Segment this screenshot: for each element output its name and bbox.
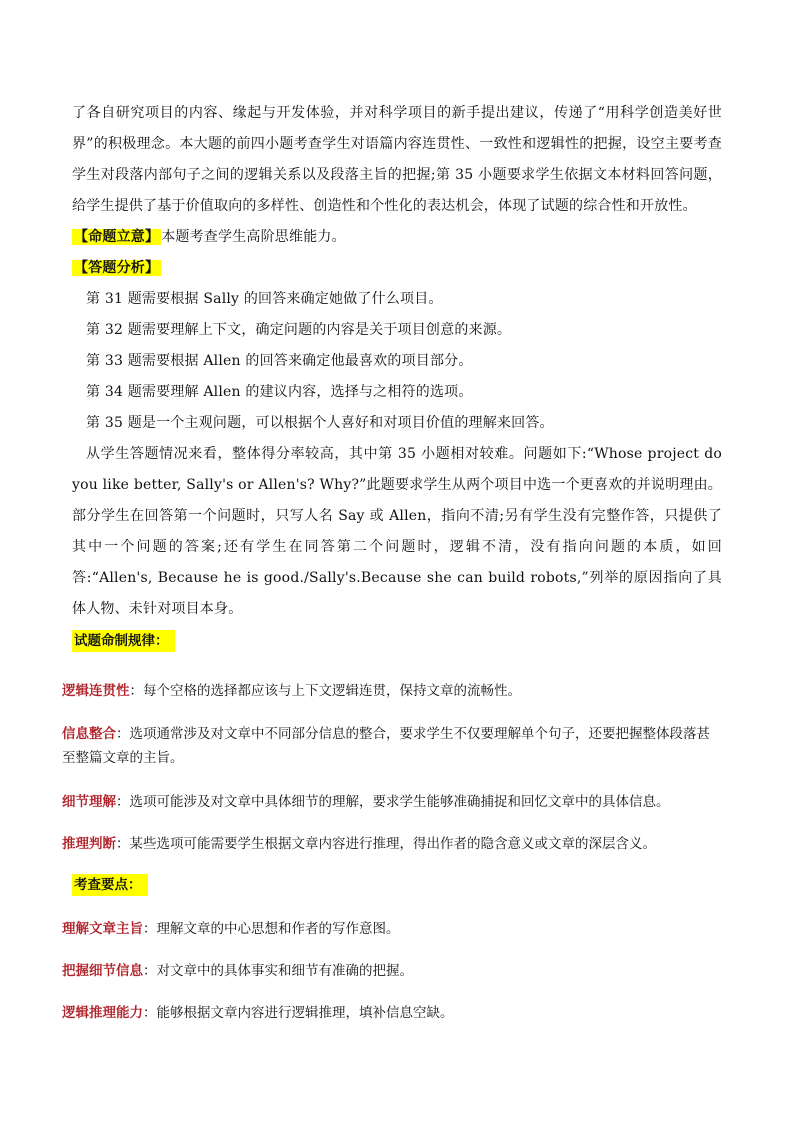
guilv-title: 试题命制规律： <box>72 630 175 652</box>
guilv-term: 细节理解 <box>62 794 116 810</box>
yaodian-term: 逻辑推理能力 <box>62 1005 143 1021</box>
guilv-text: ：每个空格的选择都应该与上下文逻辑连贯，保持文章的流畅性。 <box>129 683 521 699</box>
guilv-term: 逻辑连贯性 <box>62 683 130 699</box>
yaodian-item <box>62 959 722 983</box>
yaodian-item <box>62 1001 722 1025</box>
yaodian-title: 考查要点： <box>72 874 148 896</box>
dati-summary: 从学生答题情况来看，整体得分率较高，其中第 35 小题相对较难。问题如下:“Whose project do you like better, Sally's or Allen's? Why?”此题要求学生从两个项目中选一个更喜欢的并说明理由。部分学生在回答第一个问题时，只写人名 Say 或 Allen，指向不清;另有学生没有完整作答，只提供了其中一个问题的答案;还有学生在同答第二个问题时，逻辑不清，没有指向问题的本质，如回答:“Allen's, Because he is good./Sally's.Because she can build robots,”列举的原因指向了具体人物、未针对项目本身。 <box>72 446 722 617</box>
guilv-text: ：某些选项可能需要学生根据文章内容进行推理，得出作者的隐含意义或文章的深层含义。 <box>116 836 656 852</box>
guilv-text: ：选项通常涉及对文章中不同部分信息的整合，要求学生不仅要理解单个句子，还要把握整体段落甚至整篇文章的主旨。 <box>62 726 710 766</box>
guilv-item <box>62 790 722 814</box>
guilv-term: 信息整合 <box>62 726 116 742</box>
intro-paragraph: 了各自研究项目的内容、缘起与开发体验，并对科学项目的新手提出建议，传递了“用科学创造美好世界”的积极理念。本大题的前四小题考查学生对语篇内容连贯性、一致性和逻辑性的把握，设空主要考查学生对段落内部句子之间的逻辑关系以及段落主旨的把握;第 35 小题要求学生依据文本材料回答问题，给学生提供了基于价值取向的多样性、创造性和个性化的表达机会，体现了试题的综合性和开放性。 <box>72 105 722 214</box>
dati-line: 第 33 题需要根据 Allen 的回答来确定他最喜欢的项目部分。 <box>86 353 473 369</box>
dati-line: 第 35 题是一个主观问题，可以根据个人喜好和对项目价值的理解来回答。 <box>86 415 554 431</box>
dati-line: 第 32 题需要理解上下文，确定问题的内容是关于项目创意的来源。 <box>86 322 512 338</box>
guilv-item <box>62 722 722 770</box>
yaodian-item <box>62 917 722 941</box>
yaodian-term: 理解文章主旨 <box>62 921 143 937</box>
mingti-label: 【命题立意】 <box>74 229 160 245</box>
mingti-text: 本题考查学生高阶思维能力。 <box>161 229 346 245</box>
mingti-line <box>72 222 722 253</box>
yaodian-term: 把握细节信息 <box>62 963 143 979</box>
dati-label: 【答题分析】 <box>74 260 160 276</box>
guilv-item <box>62 832 722 856</box>
dati-line: 第 31 题需要根据 Sally 的回答来确定她做了什么项目。 <box>86 291 443 307</box>
guilv-text: ：选项可能涉及对文章中具体细节的理解，要求学生能够准确捕捉和回忆文章中的具体信息。 <box>116 794 670 810</box>
dati-label-line <box>72 253 722 284</box>
yaodian-text: ：能够根据文章内容进行逻辑推理，填补信息空缺。 <box>143 1005 454 1021</box>
dati-line: 第 34 题需要理解 Allen 的建议内容，选择与之相符的选项。 <box>86 384 473 400</box>
guilv-term: 推理判断 <box>62 836 116 852</box>
yaodian-text: ：理解文章的中心思想和作者的写作意图。 <box>143 921 400 937</box>
guilv-item <box>62 679 722 703</box>
yaodian-text: ：对文章中的具体事实和细节有准确的把握。 <box>143 963 413 979</box>
